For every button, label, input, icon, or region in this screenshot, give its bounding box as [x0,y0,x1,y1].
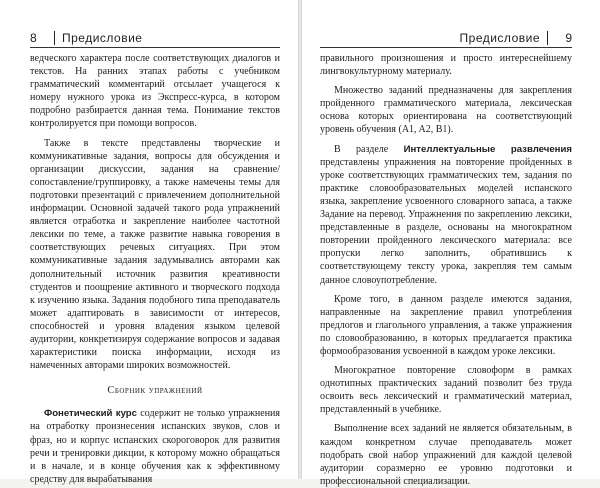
header-rule [30,47,280,48]
paragraph: Выполнение всех заданий не является обязательным, в каждом конкретном случае преподаватель может подобрать свой набор упражнений для каждой целевой аудитории соразмерно ее уровню подготовки и профессиональной специализации. [320,423,572,487]
paragraph: ведческого характера после соответствующих диалогов и текстов. На ранних этапах работы с учебником грамматический комментарий отсылает учащегося к номеру нужного урока из Экспресс-курса, в котором подробно разбирается данная тема. Понимание текстов контролируется при помощи вопросов. [30,53,280,130]
left-running-header [30,30,280,46]
left-header-title: Предисловие [62,31,143,45]
paragraph: правильного произношения и просто интереснейшему лингвокультурному материалу. [320,53,572,78]
left-page [0,0,298,485]
paragraph-phonetic: Фонетический курс содержит не только упражнения на отработку произнесения испанских звуков, слов и фраз, но и корпус испанских скороговорок для развития речи и тренировки дикции, к которому можно обращаться и в начале, и в конце обучения как к эффективному средству для вырабатывания [30,408,281,485]
paragraph: Кроме того, в данном разделе имеются задания, направленные на закрепление правил употребления предлогов и глагольного управления, а также упражнения по словообразованию, в которых предлагается практика формообразования усвоенной в каждом уроке лексики. [320,293,572,357]
term-bold: Интеллектуальные развлечения [403,143,572,155]
right-page-number: 9 [565,31,572,45]
right-header-title: Предисловие [459,31,540,45]
right-page [302,0,600,487]
header-separator [54,31,55,45]
left-page-body [30,52,280,486]
paragraph-intellectual: В разделе Интеллектуальные развлечения представлены упражнения на повторение пройденных в уроке соответствующих грамматических тем, задания по практике словообразовательных моделей испанского языка, закрепление усвоенного словарного запаса, а также Задание на перевод. Упражнения по закреплению лексики, представленные в разделе, основаны на многократном повторении пройденного лексического материала: все пропуски легко заполнить, обратившись к соответствующему тексту урока, закрепляя тем самым данное словоупотребление. [320,143,572,286]
paragraph: Также в тексте представлены творческие и коммуникативные задания, вопросы для обсуждения и организации дискуссии, задания на сравнение/сопоставление/группировку, а также намечены темы для подготовки презентаций с привлечением дополнительной информации. Основной задачей такого рода упражнений является отработка и закрепление наиболее частотной лексики по теме, а также развитие навыка говорения в соответствующих речевых ситуациях. При этом коммуникативные задания задумывались авторами как дополнительный источник развития креативности студентов и поощрение активного и творческого подхода к изучению языка. Задания подобного типа преподаватель может адаптировать в зависимости от интересов, способностей и уровня владения языком целевой аудитории, конкретизируя содержание вопросов и задавая характеристики поиска информации, исходя из намеченных авторами широких возможностей. [30,137,280,372]
term-bold: Фонетический курс [44,408,138,420]
paragraph: Многократное повторение словоформ в рамках однотипных практических заданий позволит без труда освоить весь лексический и грамматический материал, представленный в учебнике. [320,365,572,416]
paragraph: Множество заданий предназначены для закрепления пройденного грамматического материала, лексическая основа которых ориентирована на соответствующий уровень обучения (A1, A2, B1). [320,85,572,136]
right-running-header [320,30,572,46]
right-page-body [320,52,572,488]
header-rule [320,47,572,48]
header-separator [547,31,548,45]
section-heading: Сборник упражнений [107,385,203,397]
left-page-number: 8 [30,31,37,45]
